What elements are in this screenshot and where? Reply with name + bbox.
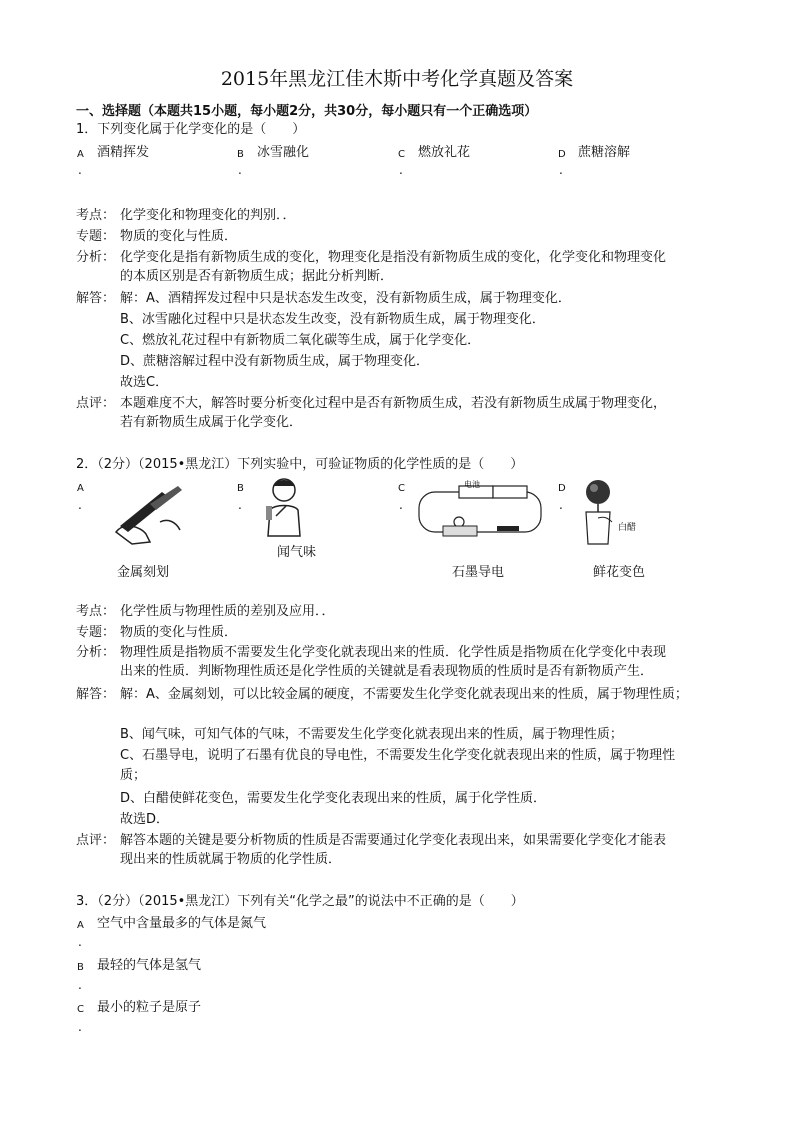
q1-dianping-line2: 若有新物质生成属于化学变化．	[120, 415, 303, 430]
q1-fenxi-label: 分析：	[76, 250, 116, 265]
q2-dianping-line1: 解答本题的关键是要分析物质的性质是否需要通过化学变化表现出来，如果需要化学变化才能表	[120, 833, 667, 848]
q1-option-d-dot: .	[559, 163, 563, 177]
q1-option-c-dot: .	[399, 163, 403, 177]
q1-jieda-line5: 故选C．	[120, 375, 169, 390]
q1-kaodian: 化学变化和物理变化的判别．．	[120, 208, 296, 223]
q2-stem: 2．（2分）（2015•黑龙江）下列实验中，可验证物质的化学性质的是（ ）	[76, 457, 524, 472]
q1-option-b-text: 冰雪融化	[257, 145, 310, 160]
q2-option-d-caption: 鲜花变色	[593, 565, 646, 580]
q2-jieda-line3: C、石墨导电，说明了石墨有优良的导电性，不需要发生化学变化就表现出来的性质，属于物理性	[120, 748, 676, 763]
q3-option-a-dot: .	[78, 935, 82, 949]
q1-jieda-line2: B、冰雪融化过程中只是状态发生改变，没有新物质生成，属于物理变化．	[120, 312, 545, 327]
q1-fenxi-line2: 的本质区别是否有新物质生成；据此分析判断．	[120, 269, 394, 284]
vinegar-label: 白醋	[618, 523, 637, 533]
page-title: 2015年黑龙江佳木斯中考化学真题及答案	[220, 68, 574, 90]
q3-option-c-text: 最小的粒子是原子	[97, 1000, 202, 1015]
q2-option-b-letter: B	[237, 483, 244, 494]
q2-dianping-line2: 现出来的性质就属于物质的化学性质．	[120, 852, 342, 867]
q2-jieda-label: 解答：	[76, 687, 116, 702]
q2-option-c-dot: .	[399, 498, 403, 512]
q1-jieda-line4: D、蔗糖溶解过程中没有新物质生成，属于物理变化．	[120, 354, 430, 369]
q1-option-a-letter: A	[77, 149, 84, 160]
q2-fenxi-line1: 物理性质是指物质不需要发生化学变化就表现出来的性质．化学性质是指物质在化学变化中表现	[120, 645, 667, 660]
q1-zhuanti: 物质的变化与性质．	[120, 229, 238, 244]
q3-option-b-text: 最轻的气体是氢气	[97, 958, 202, 973]
q1-fenxi-line1: 化学变化是指有新物质生成的变化，物理变化是指没有新物质生成的变化，化学变化和物理变化	[120, 250, 667, 265]
q1-option-c-text: 燃放礼花	[418, 145, 471, 160]
q2-fenxi-line2: 出来的性质．判断物理性质还是化学性质的关键就是看表现物质的性质时是否有新物质产生．	[120, 664, 654, 679]
graphite-circuit-figure	[415, 478, 545, 548]
q2-kaodian: 化学性质与物理性质的差别及应用．．	[120, 604, 335, 619]
q2-jieda-line2: B、闻气味，可知气体的气味，不需要发生化学变化就表现出来的性质，属于物理性质；	[120, 727, 623, 742]
q1-kaodian-label: 考点：	[76, 208, 116, 223]
q2-jieda-line1: 解：A、金属刻划，可以比较金属的硬度，不需要发生化学变化就表现出来的性质，属于物理性质；	[120, 687, 688, 702]
q2-option-b-dot: .	[238, 498, 242, 512]
q1-jieda-line1: 解：A、酒精挥发过程中只是状态发生改变，没有新物质生成，属于物理变化．	[120, 291, 571, 306]
smelling-figure	[254, 476, 314, 538]
q2-zhuanti-label: 专题：	[76, 625, 116, 640]
q2-option-d-letter: D	[558, 483, 566, 494]
q2-jieda-line5: D、白醋使鲜花变色，需要发生化学变化表现出来的性质，属于化学性质．	[120, 791, 547, 806]
q3-option-a-letter: A	[77, 920, 84, 931]
q2-jieda-line6: 故选D．	[120, 812, 170, 827]
q2-dianping-label: 点评：	[76, 833, 116, 848]
q2-jieda-line4: 质；	[120, 768, 147, 783]
metal-scratch-figure	[110, 482, 190, 548]
section-heading: 一、选择题（本题共15小题，每小题2分，共30分，每小题只有一个正确选项）	[76, 104, 538, 119]
q2-option-b-caption: 闻气味	[277, 545, 317, 560]
q1-dianping-line1: 本题难度不大，解答时要分析变化过程中是否有新物质生成，若没有新物质生成属于物理变化，	[120, 396, 667, 411]
q1-option-a-dot: .	[78, 163, 82, 177]
q2-option-a-caption: 金属刻划	[117, 565, 170, 580]
q1-stem: 1．下列变化属于化学变化的是（ ）	[76, 122, 306, 137]
q2-kaodian-label: 考点：	[76, 604, 116, 619]
flower-vinegar-figure	[578, 478, 628, 548]
q2-fenxi-label: 分析：	[76, 645, 116, 660]
battery-label: 电池	[464, 480, 480, 489]
q2-zhuanti: 物质的变化与性质．	[120, 625, 238, 640]
q2-option-c-caption: 石墨导电	[452, 565, 505, 580]
q3-stem: 3．（2分）（2015•黑龙江）下列有关“化学之最”的说法中不正确的是（ ）	[76, 894, 524, 909]
q1-option-c-letter: C	[398, 149, 405, 160]
q1-option-a-text: 酒精挥发	[97, 145, 150, 160]
q1-jieda-label: 解答：	[76, 291, 116, 306]
q1-zhuanti-label: 专题：	[76, 229, 116, 244]
q1-option-d-text: 蔗糖溶解	[578, 145, 631, 160]
q2-option-a-letter: A	[77, 483, 84, 494]
q2-option-d-dot: .	[559, 498, 563, 512]
q1-jieda-line3: C、燃放礼花过程中有新物质二氧化碳等生成，属于化学变化．	[120, 333, 481, 348]
q3-option-c-letter: C	[77, 1004, 84, 1015]
q1-dianping-label: 点评：	[76, 396, 116, 411]
q3-option-c-dot: .	[78, 1020, 82, 1034]
q3-option-a-text: 空气中含量最多的气体是氮气	[97, 916, 267, 931]
q3-option-b-dot: .	[78, 978, 82, 992]
q1-option-b-letter: B	[237, 149, 244, 160]
q3-option-b-letter: B	[77, 962, 84, 973]
q2-option-c-letter: C	[398, 483, 405, 494]
q1-option-d-letter: D	[558, 149, 566, 160]
q1-option-b-dot: .	[238, 163, 242, 177]
q2-option-a-dot: .	[78, 498, 82, 512]
